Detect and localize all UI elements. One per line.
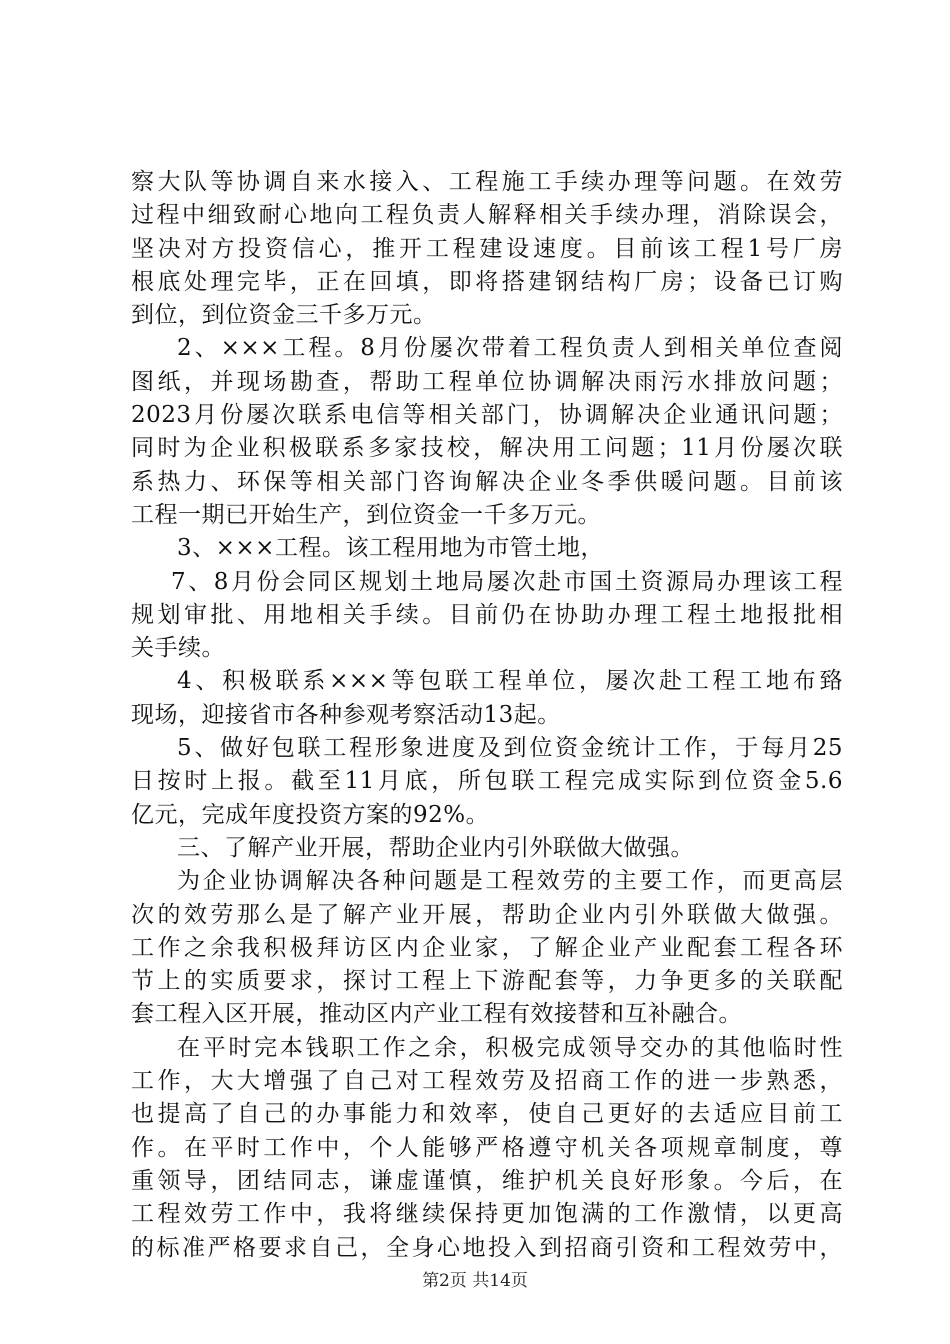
text-line: 次的效劳那么是了解产业开展，帮助企业内引外联做大做强。: [131, 901, 843, 928]
paragraph-8: [131, 1032, 843, 1265]
text-line: 根底处理完毕，正在回填，即将搭建钢结构厂房；设备已订购: [131, 268, 843, 295]
text-line: 5、做好包联工程形象进度及到位资金统计工作，于每月25: [177, 735, 843, 762]
text-line: 过程中细致耐心地向工程负责人解释相关手续办理，消除误会，: [131, 202, 843, 229]
text-line: 4、积极联系×××等包联工程单位，屡次赴工程工地布臵: [177, 668, 843, 695]
text-line: 坚决对方投资信心，推开工程建设速度。目前该工程1号厂房: [131, 235, 843, 262]
paragraph-6: [131, 732, 843, 832]
text-line: 同时为企业积极联系多家技校，解决用工问题；11月份屡次联: [131, 435, 843, 462]
text-line: 察大队等协调自来水接入、工程施工手续办理等问题。在效劳: [131, 169, 843, 195]
text-line: 三、了解产业开展，帮助企业内引外联做大做强。: [177, 834, 694, 861]
text-line: 也提高了自己的办事能力和效率，使自己更好的去适应目前工: [131, 1101, 843, 1128]
text-line: 在平时完本钱职工作之余，积极完成领导交办的其他临时性: [177, 1034, 843, 1061]
text-line: 的标准严格要求自己，全身心地投入到招商引资和工程效劳中，: [131, 1234, 843, 1261]
text-line: 到位，到位资金三千多万元。: [131, 302, 437, 329]
text-line: 7、8月份会同区规划土地局屡次赴市国土资源局办理该工程: [171, 568, 843, 595]
paragraph-7: [131, 865, 843, 1031]
text-line: 节上的实质要求，探讨工程上下游配套等，力争更多的关联配: [131, 968, 843, 995]
paragraph-3: [131, 532, 843, 565]
text-line: 为企业协调解决各种问题是工程效劳的主要工作，而更高层: [177, 868, 843, 895]
text-line: 图纸，并现场勘查，帮助工程单位协调解决雨污水排放问题；: [131, 368, 843, 395]
text-line: 2、×××工程。8月份屡次带着工程负责人到相关单位查阅: [177, 335, 843, 362]
text-line: 3、×××工程。该工程用地为市管土地，: [177, 535, 604, 562]
section-heading: [131, 832, 843, 865]
text-line: 工程一期已开始生产，到位资金一千多万元。: [131, 501, 601, 528]
text-line: 现场，迎接省市各种参观考察活动13起。: [131, 701, 561, 728]
text-line: 套工程入区开展，推动区内产业工程有效接替和互补融合。: [131, 1001, 742, 1028]
text-line: 日按时上报。截至11月底，所包联工程完成实际到位资金5.6: [131, 768, 843, 795]
text-line: 亿元，完成年度投资方案的92%。: [131, 801, 490, 828]
document-body: [131, 166, 843, 1265]
page-number-footer: 第2页 共14页: [422, 1271, 528, 1291]
paragraph-5: [131, 665, 843, 732]
text-line: 重领导，团结同志，谦虚谨慎，维护机关良好形象。今后，在: [131, 1167, 843, 1194]
paragraph-2: [131, 332, 843, 532]
text-line: 2023月份屡次联系电信等相关部门，协调解决企业通讯问题；: [131, 402, 843, 429]
paragraph-4: [131, 566, 843, 666]
text-line: 系热力、环保等相关部门咨询解决企业冬季供暖问题。目前该: [131, 468, 843, 495]
text-line: 规划审批、用地相关手续。目前仍在协助办理工程土地报批相: [131, 601, 843, 628]
paragraph-1: [131, 166, 843, 332]
text-line: 作。在平时工作中，个人能够严格遵守机关各项规章制度，尊: [131, 1134, 843, 1161]
text-line: 关手续。: [131, 635, 225, 662]
text-line: 工作，大大增强了自己对工程效劳及招商工作的进一步熟悉，: [131, 1068, 843, 1095]
text-line: 工程效劳工作中，我将继续保持更加饱满的工作激情，以更高: [131, 1201, 843, 1228]
text-line: 工作之余我积极拜访区内企业家，了解企业产业配套工程各环: [131, 934, 843, 961]
